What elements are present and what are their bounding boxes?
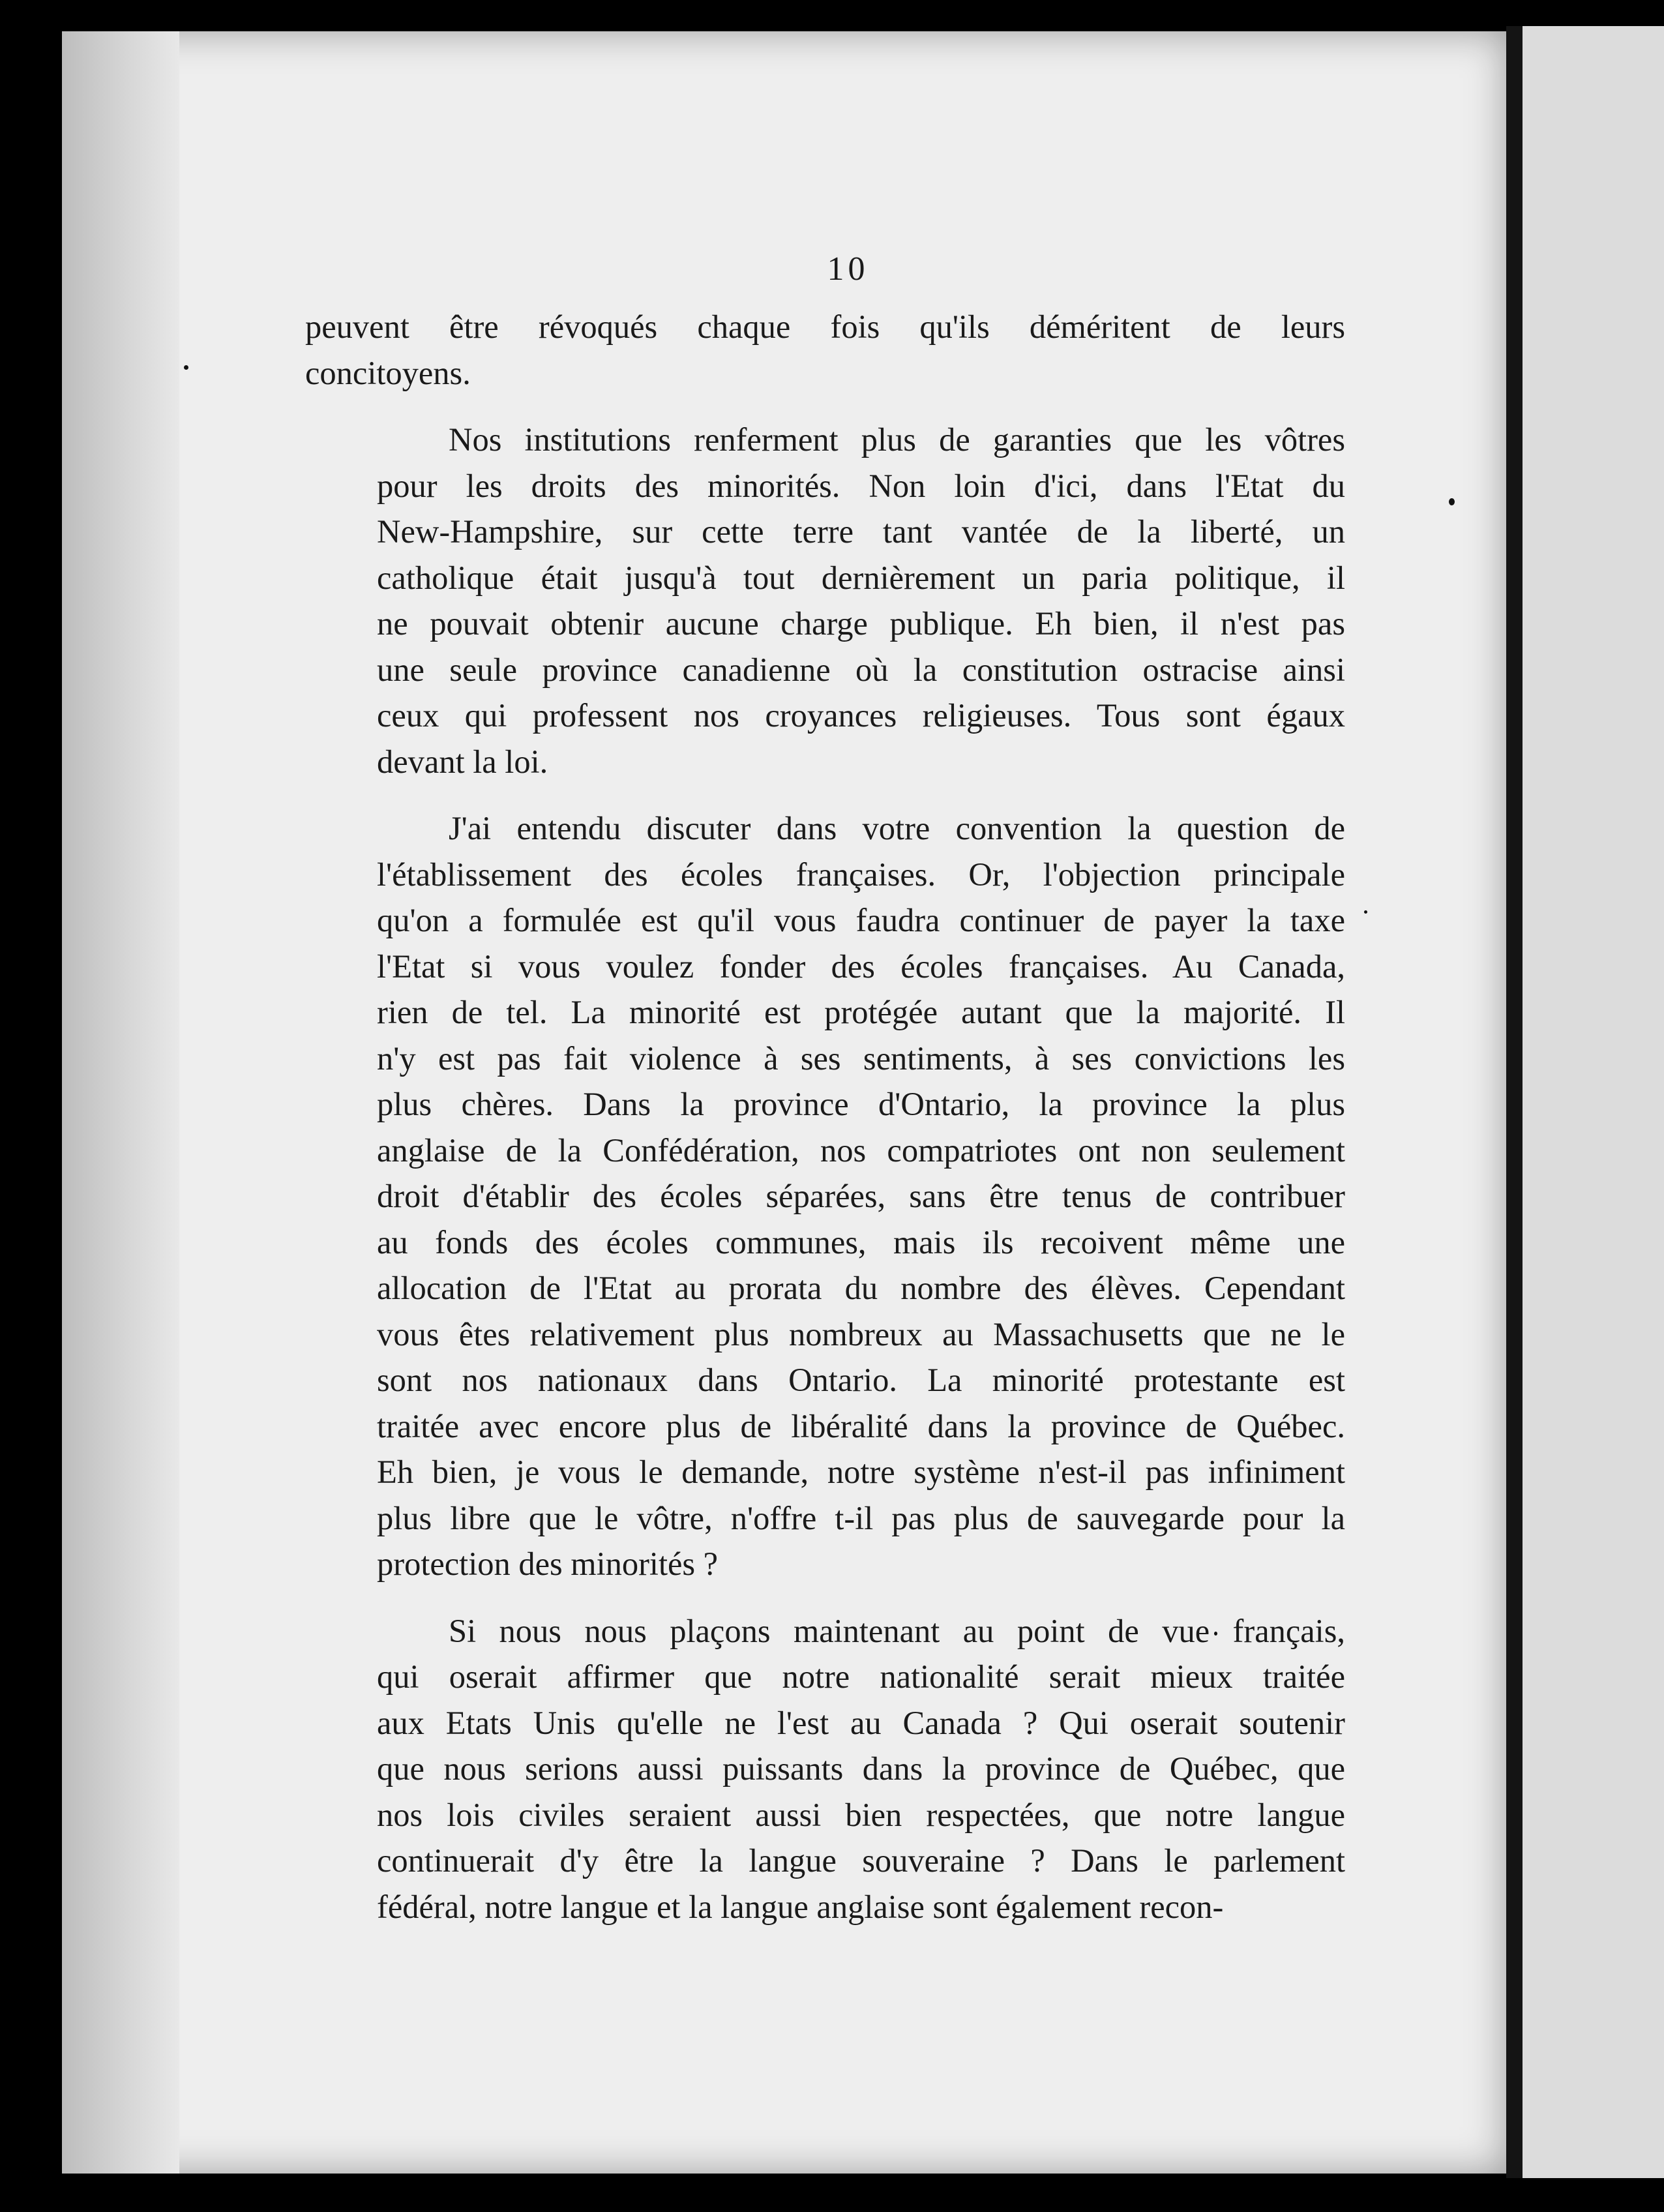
text-line: Si nous nous plaçons maintenant au point de vue français, (449, 1612, 1345, 1649)
text-line: ne pouvait obtenir aucune charge publique. Eh bien, il n'est pas (377, 605, 1345, 642)
text-line: droit d'établir des écoles séparées, sans être tenus de contribuer (377, 1178, 1345, 1214)
text-line: plus chères. Dans la province d'Ontario, la province la plus (377, 1086, 1345, 1122)
paragraph (305, 304, 1345, 396)
text-line: au fonds des écoles communes, mais ils recoivent même une (377, 1223, 1345, 1261)
adjacent-page-strip (1523, 26, 1664, 2178)
text-line: concitoyens. (305, 354, 471, 391)
text-line: Nos institutions renferment plus de garanties que les vôtres (449, 421, 1345, 458)
text-line: qu'on a formulée est qu'il vous faudra continuer de payer la taxe (377, 902, 1345, 938)
text-line: rien de tel. La minorité est protégée autant que la majorité. Il (377, 994, 1345, 1030)
text-line: allocation de l'Etat au prorata du nombre des élèves. Cependant (377, 1270, 1345, 1306)
text-line: pour les droits des minorités. Non loin d'ici, dans l'Etat du (377, 467, 1345, 504)
scan-speck (184, 365, 188, 370)
text-line: plus libre que le vôtre, n'offre t-il pas plus de sauvegarde pour la (377, 1499, 1345, 1536)
text-line: New-Hampshire, sur cette terre tant vantée de la liberté, un (377, 513, 1345, 550)
text-line: nos lois civiles seraient aussi bien respectées, que notre langue (377, 1796, 1345, 1833)
body-paragraphs (305, 304, 1345, 1930)
paragraph (305, 805, 1345, 1587)
text-line: aux Etats Unis qu'elle ne l'est au Canada ? Qui oserait soutenir (377, 1704, 1345, 1741)
text-line: l'Etat si vous voulez fonder des écoles françaises. Au Canada, (377, 948, 1345, 985)
binding-margin (62, 31, 179, 2174)
text-line: J'ai entendu discuter dans votre convention la question de (449, 810, 1345, 846)
text-line: devant la loi. (377, 743, 548, 780)
text-line: vous êtes relativement plus nombreux au Massachusetts que ne le (377, 1315, 1345, 1353)
page-text (305, 247, 1345, 1950)
text-line: protection des minorités ? (377, 1546, 719, 1582)
page-number: 10 (827, 250, 869, 288)
text-line: l'établissement des écoles françaises. Or, l'objection principale (377, 856, 1345, 893)
text-line: qui oserait affirmer que notre nationalité serait mieux traitée (377, 1658, 1345, 1695)
paragraph (305, 417, 1345, 785)
scan-speck (1449, 498, 1455, 505)
text-line: fédéral, notre langue et la langue anglaise sont également recon- (377, 1888, 1224, 1925)
text-line: traitée avec encore plus de libéralité dans la province de Québec. (377, 1407, 1345, 1444)
text-line: anglaise de la Confédération, nos compatriotes ont non seulement (377, 1131, 1345, 1169)
text-line: sont nos nationaux dans Ontario. La minorité protestante est (377, 1362, 1345, 1398)
text-line: catholique était jusqu'à tout dernièrement un paria politique, il (377, 559, 1345, 596)
paragraph (305, 1608, 1345, 1930)
text-line: Eh bien, je vous le demande, notre système n'est-il pas infiniment (377, 1454, 1345, 1490)
text-line: n'y est pas fait violence à ses sentiments, à ses convictions les (377, 1039, 1345, 1077)
text-line: peuvent être révoqués chaque fois qu'ils déméritent de leurs (305, 308, 1345, 345)
scan-speck (1364, 910, 1367, 914)
text-line: que nous serions aussi puissants dans la province de Québec, que (377, 1750, 1345, 1787)
text-line: une seule province canadienne où la constitution ostracise ainsi (377, 651, 1345, 688)
page-gutter-shadow (1506, 26, 1523, 2178)
text-line: continuerait d'y être la langue souveraine ? Dans le parlement (377, 1842, 1345, 1879)
text-line: ceux qui professent nos croyances religieuses. Tous sont égaux (377, 697, 1345, 734)
